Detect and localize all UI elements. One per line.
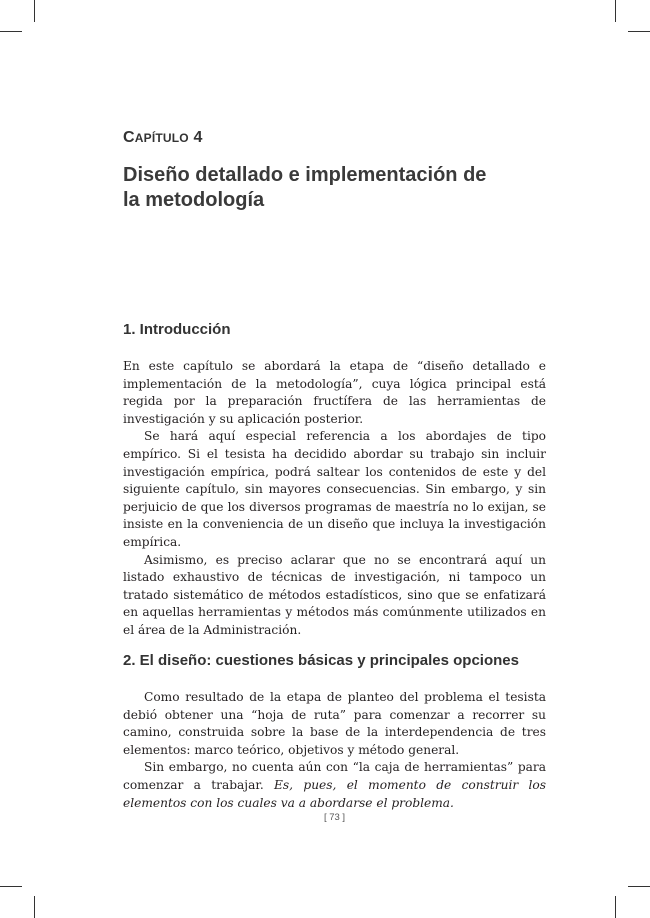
paragraph: Se hará aquí especial referencia a los abordajes de tipo empírico. Si el tesista ha decidido abordar su trabajo sin incluir investigación empírica, podrá saltear los contenidos de este y del siguiente capítulo, sin mayores consecuencias. Sin embargo, y sin perjuicio de que los diversos programas de maestría no lo exijan, se insiste en la conveniencia de un diseño que incluya la investigación empírica. — [123, 429, 546, 549]
paragraph: Como resultado de la etapa de planteo del problema el tesista debió obtener una “hoja de ruta” para comenzar a recorrer su camino, construida sobre la base de la interdependencia de tres elementos: marco teórico, objetivos y método general. — [123, 690, 546, 757]
section-heading-introduccion: 1. Introducción — [123, 321, 231, 338]
chapter-number: 4 — [193, 129, 203, 146]
paragraph-italic-text: Es, pues, el momento de construir los elementos con los cuales va a abordarse el problema. — [123, 777, 546, 810]
crop-mark — [34, 0, 35, 22]
paragraph: Asimismo, es preciso aclarar que no se encontrará aquí un listado exhaustivo de técnicas de investigación, ni tampoco un tratado sistemático de métodos estadísticos, sino que se enfatizará en aquellas herramientas y métodos más comúnmente utilizados en el área de la Administración. — [123, 552, 546, 637]
crop-mark — [628, 31, 650, 32]
chapter-label — [123, 129, 203, 147]
section-heading-diseno: 2. El diseño: cuestiones básicas y principales opciones — [123, 652, 519, 669]
section1-body — [123, 358, 546, 640]
crop-mark — [615, 896, 616, 918]
chapter-title-line1: Diseño detallado e implementación de — [123, 164, 487, 186]
paragraph: En este capítulo se abordará la etapa de “diseño detallado e implementación de la metodología”, cuya lógica principal está regida por la preparación fructífera de las herramientas de investigación y su aplicación posterior. — [123, 359, 546, 426]
paragraph — [123, 759, 546, 812]
crop-mark — [0, 886, 22, 887]
chapter-title — [123, 163, 523, 213]
section2-body — [123, 689, 546, 812]
crop-mark — [34, 896, 35, 918]
chapter-title-line2: la metodología — [123, 189, 265, 211]
chapter-label-initial: C — [123, 129, 135, 146]
page-number: [ 73 ] — [323, 812, 346, 823]
crop-mark — [615, 0, 616, 22]
paragraph-plain-text: Sin embargo, no cuenta aún con “la caja de herramientas” para comenzar a trabajar. — [123, 760, 546, 792]
crop-mark — [628, 886, 650, 887]
chapter-label-rest: APÍTULO — [134, 131, 189, 145]
crop-mark — [0, 31, 22, 32]
